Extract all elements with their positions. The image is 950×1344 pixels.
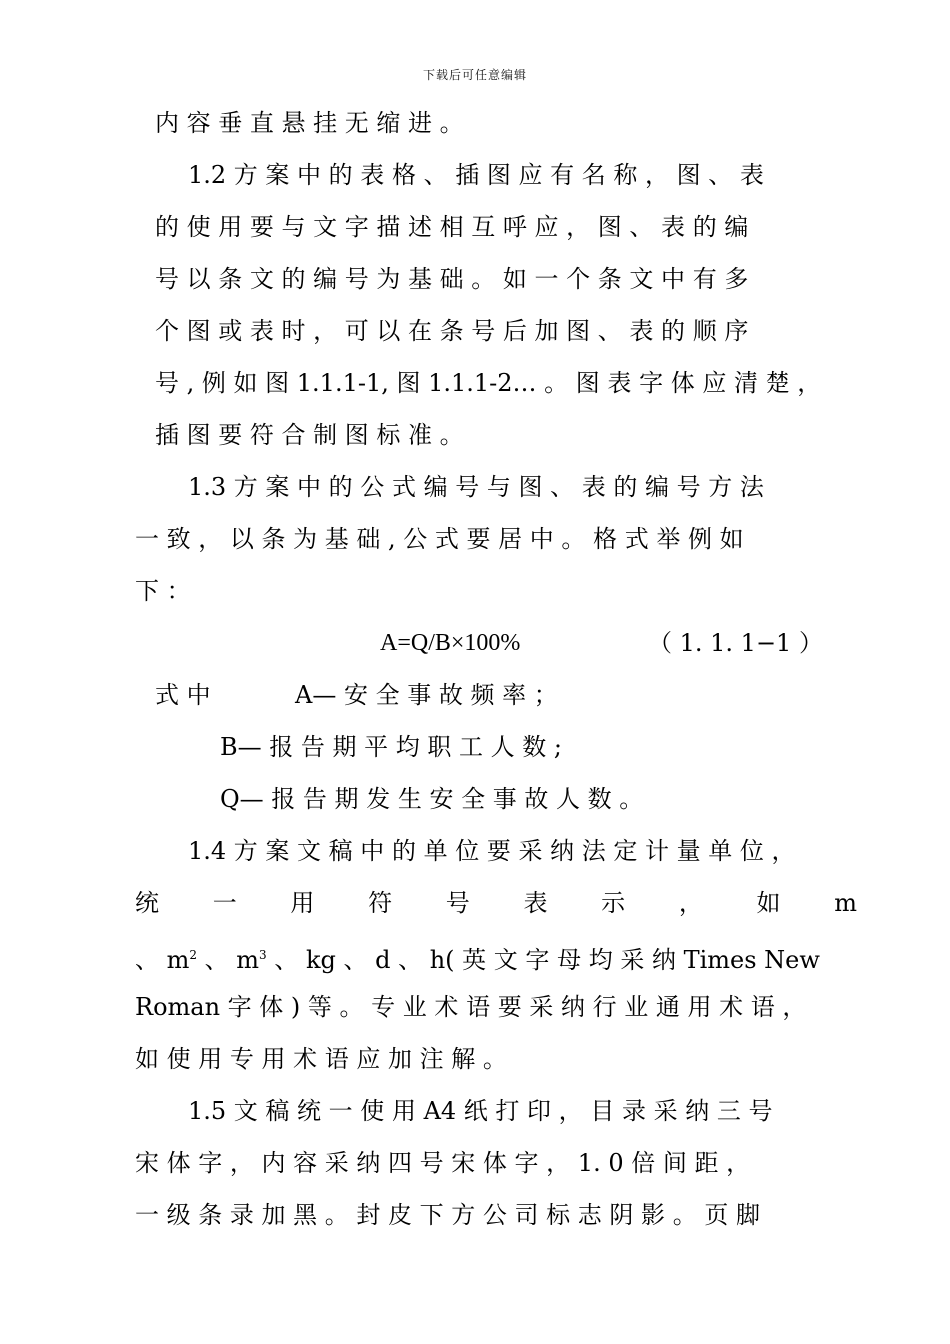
unit-text: 、 kg 、 d 、 h( 英 文 字 母 均 采 纳 Times New xyxy=(266,946,820,974)
section-1-4-line-5: 如 使 用 专 用 术 语 应 加 注 解 。 xyxy=(135,1045,507,1073)
superscript: 2 xyxy=(189,948,198,962)
spread-word: ， xyxy=(678,889,703,917)
formula-expression: A=Q/B×100% xyxy=(380,630,521,656)
unit-text: 、 m xyxy=(197,946,260,974)
where-item-q: Q— 报 告 期 发 生 安 全 事 故 人 数 。 xyxy=(220,785,644,813)
text-line: 插 图 要 符 合 制 图 标 准 。 xyxy=(155,421,464,449)
spread-word: 表 xyxy=(523,889,548,917)
where-item-a: A— 安 全 事 故 频 率 ； xyxy=(295,681,558,709)
where-label: 式 中 xyxy=(155,681,211,709)
page-header: 下载后可任意编辑 xyxy=(422,68,527,82)
text-line: 个 图 或 表 时 ， 可 以 在 条 号 后 加 图 、 表 的 顺 序 xyxy=(155,317,749,345)
section-1-5-line-2: 宋 体 字 ， 内 容 采 纳 四 号 宋 体 字 ， 1. 0 倍 间 距 ， xyxy=(135,1149,751,1177)
section-1-5-line-1: 1.5 文 稿 统 一 使 用 A4 纸 打 印 ， 目 录 采 纳 三 号 xyxy=(188,1097,773,1125)
spread-word: 如 xyxy=(756,889,781,917)
text-line: 号 以 条 文 的 编 号 为 基 础 。 如 一 个 条 文 中 有 多 xyxy=(155,265,749,293)
text-line: 1.3 方 案 中 的 公 式 编 号 与 图 、 表 的 编 号 方 法 xyxy=(188,473,764,501)
spread-word: m xyxy=(834,889,857,917)
section-1-4-line-1: 1.4 方 案 文 稿 中 的 单 位 要 采 纳 法 定 计 量 单 位 ， xyxy=(188,837,796,865)
text-line: 一 致 ， 以 条 为 基 础 , 公 式 要 居 中 。 格 式 举 例 如 xyxy=(135,525,744,553)
text-line: 下 ： xyxy=(135,577,191,605)
formula-number: （ 1. 1. 1−1 ） xyxy=(648,629,823,657)
section-1-5-line-3: 一 级 条 录 加 黑 。 封 皮 下 方 公 司 标 志 阴 影 。 页 脚 xyxy=(135,1201,760,1229)
text-line: 号 , 例 如 图 1.1.1-1, 图 1.1.1-2… 。 图 表 字 体 应 清 楚 ， xyxy=(155,369,822,397)
spread-word: 号 xyxy=(445,889,470,917)
spread-word: 示 xyxy=(601,889,626,917)
text-line: 内 容 垂 直 悬 挂 无 缩 进 。 xyxy=(155,109,464,137)
spread-word: 符 xyxy=(368,889,393,917)
spread-word: 统 xyxy=(135,889,159,917)
text-line: 1.2 方 案 中 的 表 格 、 插 图 应 有 名 称 ， 图 、 表 xyxy=(188,161,764,189)
section-1-4-line-3 xyxy=(135,940,820,974)
spread-word: 一 xyxy=(212,889,237,917)
superscript: 3 xyxy=(259,948,267,962)
section-1-4-line-4: Roman 字 体 ) 等 。 专 业 术 语 要 采 纳 行 业 通 用 术 语 ， xyxy=(135,993,807,1021)
section-1-4-line-2 xyxy=(135,888,857,918)
text-line: 的 使 用 要 与 文 字 描 述 相 互 呼 应 ， 图 、 表 的 编 xyxy=(155,213,749,241)
unit-text: 、 m xyxy=(135,946,190,974)
where-item-b: B— 报 告 期 平 均 职 工 人 数 ; xyxy=(220,733,563,761)
spread-word: 用 xyxy=(290,889,315,917)
